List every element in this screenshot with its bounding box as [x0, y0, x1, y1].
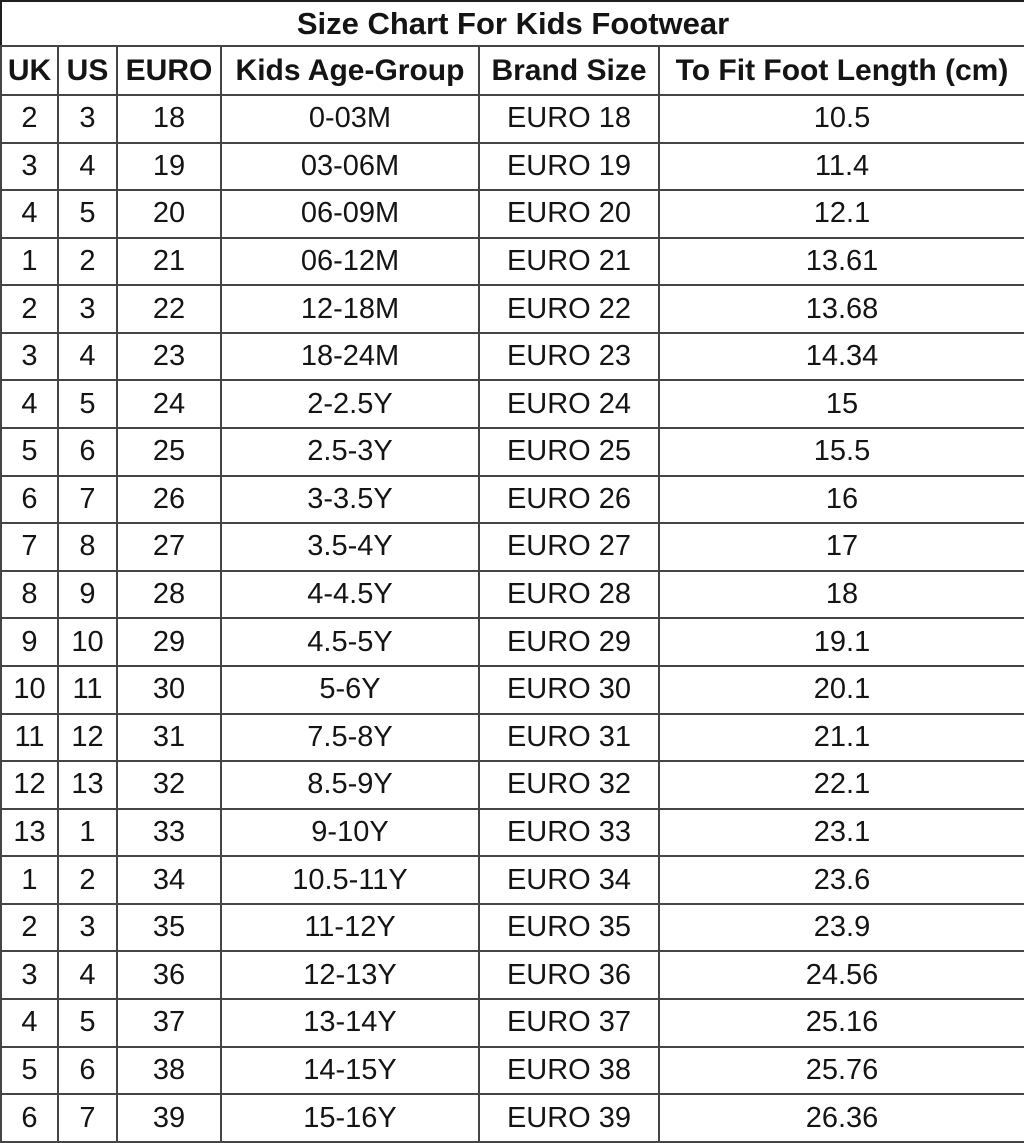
table-cell: 9-10Y — [221, 809, 479, 857]
table-cell: 6 — [1, 1094, 58, 1142]
table-cell: 25 — [117, 428, 221, 476]
table-cell: 34 — [117, 856, 221, 904]
table-cell: 3-3.5Y — [221, 476, 479, 524]
table-cell: 13 — [58, 761, 117, 809]
table-cell: 22.1 — [659, 761, 1024, 809]
table-cell: 7 — [1, 523, 58, 571]
table-cell: 24.56 — [659, 951, 1024, 999]
table-cell: 26.36 — [659, 1094, 1024, 1142]
table-cell: 11.4 — [659, 143, 1024, 191]
table-cell: 36 — [117, 951, 221, 999]
table-cell: 37 — [117, 999, 221, 1047]
table-cell: EURO 31 — [479, 714, 659, 762]
table-cell: 39 — [117, 1094, 221, 1142]
table-cell: 3 — [58, 904, 117, 952]
table-cell: 4-4.5Y — [221, 571, 479, 619]
table-cell: 2 — [58, 856, 117, 904]
table-cell: 24 — [117, 380, 221, 428]
table-cell: 0-03M — [221, 95, 479, 143]
table-cell: 3 — [1, 951, 58, 999]
table-cell: 12-18M — [221, 285, 479, 333]
table-cell: 3 — [58, 285, 117, 333]
table-cell: 11-12Y — [221, 904, 479, 952]
table-cell: EURO 39 — [479, 1094, 659, 1142]
table-cell: 13.61 — [659, 238, 1024, 286]
table-cell: 26 — [117, 476, 221, 524]
table-cell: 2.5-3Y — [221, 428, 479, 476]
table-row — [1, 999, 1024, 1047]
table-cell: EURO 18 — [479, 95, 659, 143]
table-cell: 10.5-11Y — [221, 856, 479, 904]
table-cell: 4 — [58, 333, 117, 381]
table-cell: 14.34 — [659, 333, 1024, 381]
table-cell: 8 — [1, 571, 58, 619]
table-cell: 3 — [1, 143, 58, 191]
table-cell: EURO 38 — [479, 1047, 659, 1095]
title-row — [1, 1, 1024, 46]
table-row — [1, 714, 1024, 762]
table-cell: 4 — [1, 190, 58, 238]
table-cell: 11 — [1, 714, 58, 762]
table-row — [1, 1047, 1024, 1095]
table-cell: 5-6Y — [221, 666, 479, 714]
table-cell: EURO 37 — [479, 999, 659, 1047]
table-cell: 5 — [1, 1047, 58, 1095]
table-body — [1, 95, 1024, 1142]
column-header-uk: UK — [1, 46, 58, 95]
table-cell: 27 — [117, 523, 221, 571]
table-cell: 10.5 — [659, 95, 1024, 143]
table-cell: 8 — [58, 523, 117, 571]
table-cell: EURO 33 — [479, 809, 659, 857]
table-cell: 11 — [58, 666, 117, 714]
table-cell: 6 — [58, 1047, 117, 1095]
table-row — [1, 428, 1024, 476]
table-cell: 35 — [117, 904, 221, 952]
table-cell: EURO 28 — [479, 571, 659, 619]
table-cell: EURO 20 — [479, 190, 659, 238]
table-cell: 20 — [117, 190, 221, 238]
table-cell: 25.76 — [659, 1047, 1024, 1095]
table-row — [1, 95, 1024, 143]
table-cell: 16 — [659, 476, 1024, 524]
table-row — [1, 951, 1024, 999]
table-cell: 3 — [58, 95, 117, 143]
table-cell: EURO 29 — [479, 618, 659, 666]
table-row — [1, 666, 1024, 714]
table-cell: 13-14Y — [221, 999, 479, 1047]
table-cell: EURO 26 — [479, 476, 659, 524]
table-cell: EURO 32 — [479, 761, 659, 809]
table-cell: 33 — [117, 809, 221, 857]
table-cell: 3.5-4Y — [221, 523, 479, 571]
table-cell: 21 — [117, 238, 221, 286]
table-cell: 4 — [58, 951, 117, 999]
table-cell: 9 — [1, 618, 58, 666]
table-cell: EURO 27 — [479, 523, 659, 571]
table-cell: 38 — [117, 1047, 221, 1095]
table-cell: 03-06M — [221, 143, 479, 191]
table-row — [1, 476, 1024, 524]
table-cell: 18-24M — [221, 333, 479, 381]
table-cell: 7 — [58, 1094, 117, 1142]
table-cell: 4 — [1, 999, 58, 1047]
column-header-euro: EURO — [117, 46, 221, 95]
table-cell: 28 — [117, 571, 221, 619]
column-header-kids-age-group: Kids Age-Group — [221, 46, 479, 95]
table-cell: 2 — [1, 95, 58, 143]
header-row — [1, 46, 1024, 95]
table-cell: 10 — [58, 618, 117, 666]
table-cell: 4 — [58, 143, 117, 191]
table-cell: 13 — [1, 809, 58, 857]
table-cell: 4 — [1, 380, 58, 428]
table-cell: 12 — [58, 714, 117, 762]
table-cell: 15.5 — [659, 428, 1024, 476]
table-cell: EURO 22 — [479, 285, 659, 333]
table-row — [1, 904, 1024, 952]
table-row — [1, 618, 1024, 666]
table-cell: EURO 24 — [479, 380, 659, 428]
table-cell: 19.1 — [659, 618, 1024, 666]
table-cell: 8.5-9Y — [221, 761, 479, 809]
table-cell: 29 — [117, 618, 221, 666]
table-row — [1, 571, 1024, 619]
table-cell: 1 — [1, 856, 58, 904]
table-cell: 23.9 — [659, 904, 1024, 952]
table-row — [1, 190, 1024, 238]
table-row — [1, 238, 1024, 286]
table-cell: 2-2.5Y — [221, 380, 479, 428]
table-row — [1, 809, 1024, 857]
table-cell: 15-16Y — [221, 1094, 479, 1142]
table-cell: 17 — [659, 523, 1024, 571]
table-cell: 2 — [1, 904, 58, 952]
table-cell: 19 — [117, 143, 221, 191]
table-cell: 13.68 — [659, 285, 1024, 333]
table-cell: 12.1 — [659, 190, 1024, 238]
table-cell: EURO 21 — [479, 238, 659, 286]
table-cell: EURO 34 — [479, 856, 659, 904]
table-row — [1, 380, 1024, 428]
table-cell: 20.1 — [659, 666, 1024, 714]
table-cell: 9 — [58, 571, 117, 619]
table-cell: EURO 30 — [479, 666, 659, 714]
table-cell: EURO 25 — [479, 428, 659, 476]
page-title: Size Chart For Kids Footwear — [1, 1, 1024, 46]
column-header-brand-size: Brand Size — [479, 46, 659, 95]
table-row — [1, 523, 1024, 571]
table-cell: 6 — [58, 428, 117, 476]
table-cell: 12-13Y — [221, 951, 479, 999]
table-cell: 1 — [1, 238, 58, 286]
table-cell: EURO 36 — [479, 951, 659, 999]
table-cell: 18 — [659, 571, 1024, 619]
table-cell: 14-15Y — [221, 1047, 479, 1095]
table-row — [1, 143, 1024, 191]
table-cell: 5 — [58, 380, 117, 428]
table-cell: 31 — [117, 714, 221, 762]
table-cell: 06-12M — [221, 238, 479, 286]
table-cell: 23 — [117, 333, 221, 381]
table-cell: 5 — [58, 999, 117, 1047]
table-cell: 1 — [58, 809, 117, 857]
table-cell: 3 — [1, 333, 58, 381]
table-cell: 7.5-8Y — [221, 714, 479, 762]
table-cell: 5 — [58, 190, 117, 238]
table-cell: 23.6 — [659, 856, 1024, 904]
table-cell: 12 — [1, 761, 58, 809]
table-cell: EURO 35 — [479, 904, 659, 952]
table-cell: 23.1 — [659, 809, 1024, 857]
table-cell: 6 — [1, 476, 58, 524]
table-cell: 7 — [58, 476, 117, 524]
column-header-us: US — [58, 46, 117, 95]
column-header-foot-length: To Fit Foot Length (cm) — [659, 46, 1024, 95]
table-row — [1, 1094, 1024, 1142]
table-row — [1, 333, 1024, 381]
table-cell: 4.5-5Y — [221, 618, 479, 666]
table-cell: 21.1 — [659, 714, 1024, 762]
table-cell: 06-09M — [221, 190, 479, 238]
table-cell: 18 — [117, 95, 221, 143]
table-cell: EURO 19 — [479, 143, 659, 191]
table-cell: EURO 23 — [479, 333, 659, 381]
table-cell: 22 — [117, 285, 221, 333]
table-cell: 2 — [1, 285, 58, 333]
table-cell: 32 — [117, 761, 221, 809]
table-cell: 30 — [117, 666, 221, 714]
table-cell: 2 — [58, 238, 117, 286]
table-cell: 10 — [1, 666, 58, 714]
table-cell: 5 — [1, 428, 58, 476]
table-cell: 25.16 — [659, 999, 1024, 1047]
table-row — [1, 856, 1024, 904]
table-cell: 15 — [659, 380, 1024, 428]
table-row — [1, 761, 1024, 809]
table-row — [1, 285, 1024, 333]
